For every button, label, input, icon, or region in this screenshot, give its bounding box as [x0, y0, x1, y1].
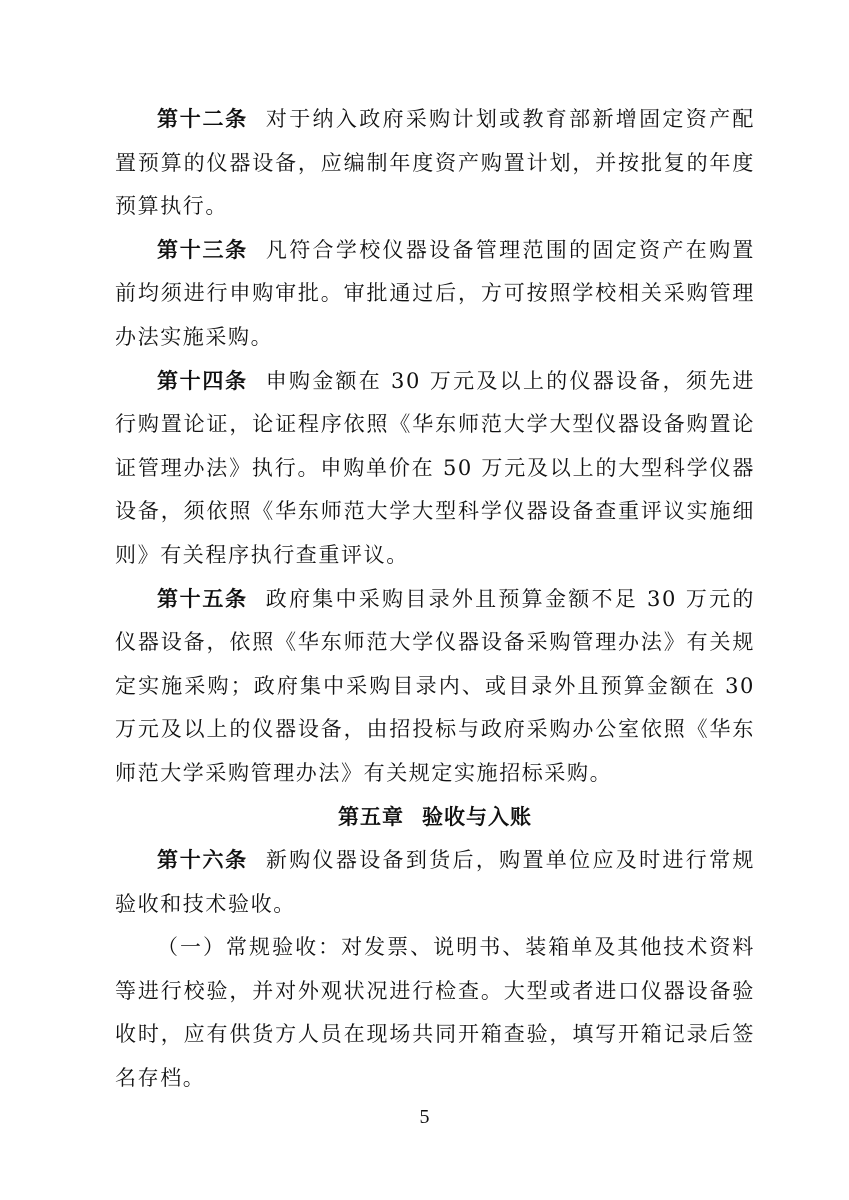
article-14 [115, 360, 755, 578]
article-13 [115, 229, 755, 360]
article-text: 对于纳入政府采购计划或教育部新增固定资产配置预算的仪器设备，应编制年度资产购置计划，并按批复的年度预算执行。 [115, 107, 755, 219]
article-text: 申购金额在 30 万元及以上的仪器设备，须先进行购置论证，论证程序依照《华东师范大学大型仪器设备购置论证管理办法》执行。申购单价在 50 万元及以上的大型科学仪器设备，须依照《华东师范大学大型科学仪器设备查重评议实施细则》有关程序执行查重评议。 [115, 368, 755, 567]
article-label: 第十三条 [157, 237, 248, 262]
chapter-title: 验收与入账 [422, 804, 532, 829]
article-15 [115, 578, 755, 796]
article-text: 政府集中采购目录外且预算金额不足 30 万元的仪器设备，依照《华东师范大学仪器设备采购管理办法》有关规定实施采购；政府集中采购目录内、或目录外且预算金额在 30 万元及以上的仪器设备，由招投标与政府采购办公室依照《华东师范大学采购管理办法》有关规定实施招标采购。 [115, 586, 755, 785]
chapter-heading [115, 796, 755, 840]
article-label: 第十四条 [157, 368, 248, 393]
article-text: 新购仪器设备到货后，购置单位应及时进行常规验收和技术验收。 [115, 848, 755, 916]
article-label: 第十六条 [157, 848, 248, 873]
article-label: 第十五条 [157, 586, 248, 611]
article-text: 凡符合学校仪器设备管理范围的固定资产在购置前均须进行申购审批。审批通过后，方可按照学校相关采购管理办法实施采购。 [115, 237, 755, 349]
article-12 [115, 98, 755, 229]
chapter-number: 第五章 [338, 804, 404, 829]
clause-routine-acceptance: （一）常规验收：对发票、说明书、装箱单及其他技术资料等进行校验，并对外观状况进行检查。大型或者进口仪器设备验收时，应有供货方人员在现场共同开箱查验，填写开箱记录后签名存档。 [115, 935, 755, 1091]
article-label: 第十二条 [157, 107, 248, 131]
document-body [115, 98, 755, 1101]
article-16 [115, 839, 755, 926]
page-number: 5 [419, 1106, 430, 1128]
